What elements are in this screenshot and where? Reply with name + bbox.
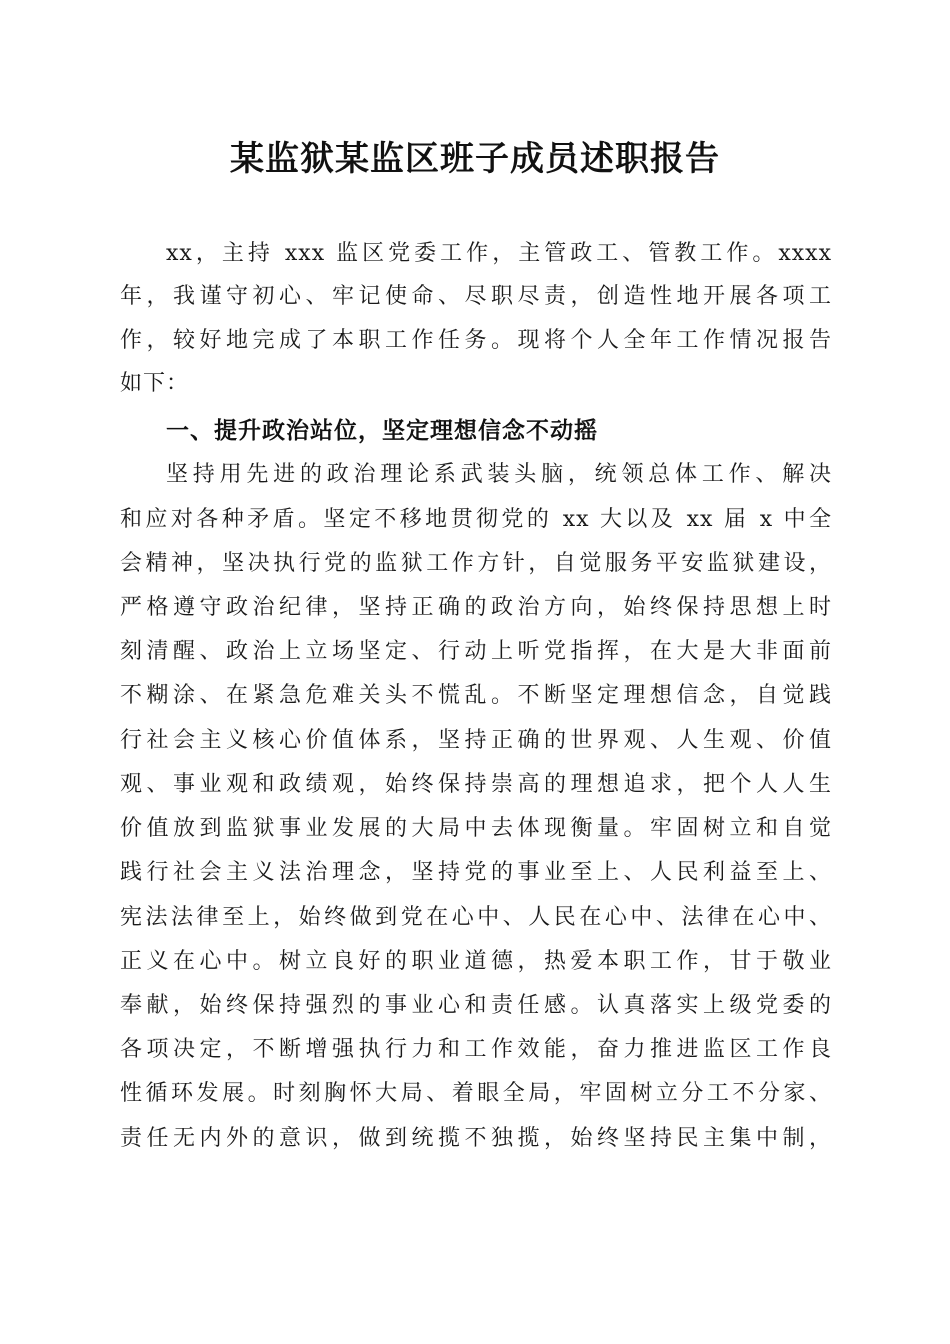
section-heading: 一、提升政治站位，坚定理想信念不动摇: [166, 418, 598, 444]
body-line: 行社会主义核心价值体系，坚持正确的世界观、人生观、价值: [120, 728, 832, 753]
body-line: 和应对各种矛盾。坚定不移地贯彻党的 xx 大以及 xx 届 x 中全: [120, 507, 832, 532]
body-line: 不糊涂、在紧急危难关头不慌乱。不断坚定理想信念，自觉践: [120, 683, 832, 708]
intro-line: 作，较好地完成了本职工作任务。现将个人全年工作情况报告: [120, 328, 832, 353]
intro-line: 如下：: [120, 371, 190, 396]
body-line: 责任无内外的意识，做到统揽不独揽，始终坚持民主集中制，: [120, 1126, 832, 1151]
body-line: 会精神，坚决执行党的监狱工作方针，自觉服务平安监狱建设，: [120, 551, 832, 576]
body-line: 宪法法律至上，始终做到党在心中、人民在心中、法律在心中、: [120, 905, 832, 930]
body-line: 坚持用先进的政治理论系武装头脑，统领总体工作、解决: [166, 462, 832, 487]
body-line: 性循环发展。时刻胸怀大局、着眼全局，牢固树立分工不分家、: [120, 1081, 832, 1106]
body-line: 价值放到监狱事业发展的大局中去体现衡量。牢固树立和自觉: [120, 816, 832, 841]
body-line: 奉献，始终保持强烈的事业心和责任感。认真落实上级党委的: [120, 993, 832, 1018]
intro-line: 年，我谨守初心、牢记使命、尽职尽责，创造性地开展各项工: [120, 284, 832, 309]
body-line: 践行社会主义法治理念，坚持党的事业至上、人民利益至上、: [120, 860, 832, 885]
body-line: 观、事业观和政绩观，始终保持崇高的理想追求，把个人人生: [120, 772, 832, 797]
body-line: 各项决定，不断增强执行力和工作效能，奋力推进监区工作良: [120, 1037, 832, 1062]
intro-line: xx，主持 xxx 监区党委工作，主管政工、管教工作。xxxx: [166, 241, 832, 266]
body-line: 严格遵守政治纪律，坚持正确的政治方向，始终保持思想上时: [120, 595, 832, 620]
body-line: 刻清醒、政治上立场坚定、行动上听党指挥，在大是大非面前: [120, 639, 832, 664]
document-title: 某监狱某监区班子成员述职报告: [230, 139, 720, 179]
body-line: 正义在心中。树立良好的职业道德，热爱本职工作，甘于敬业: [120, 949, 832, 974]
